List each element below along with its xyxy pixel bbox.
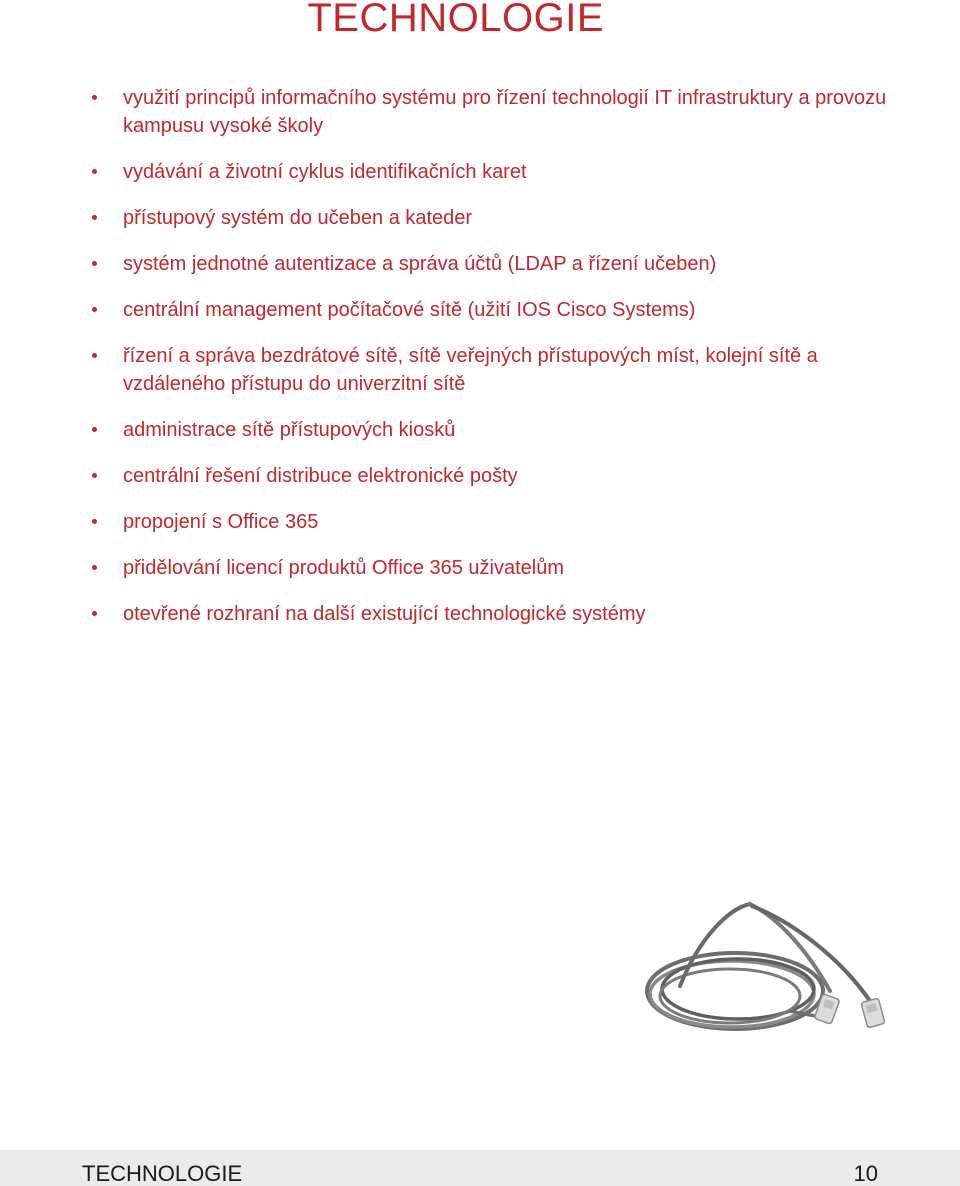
list-item [92, 462, 892, 490]
bullet-icon [92, 307, 97, 312]
bullet-icon [92, 473, 97, 478]
bullet-icon [92, 611, 97, 616]
bullet-icon [92, 215, 97, 220]
list-item-text: vydávání a životní cyklus identifikačních karet [123, 161, 527, 183]
list-item [92, 250, 892, 278]
list-item-text: centrální řešení distribuce elektronické pošty [123, 465, 518, 487]
list-item [92, 508, 892, 536]
list-item [92, 416, 892, 444]
list-item [92, 342, 892, 398]
list-item-text: přístupový systém do učeben a kateder [123, 207, 473, 229]
list-item-text: systém jednotné autentizace a správa účtů (LDAP a řízení učeben) [123, 253, 717, 275]
bullet-icon [92, 519, 97, 524]
bullet-list [92, 84, 892, 646]
footer [0, 1150, 960, 1186]
list-item-text: otevřené rozhraní na další existující technologické systémy [123, 603, 646, 625]
list-item-text: propojení s Office 365 [123, 511, 319, 533]
list-item [92, 158, 892, 186]
bullet-icon [92, 427, 97, 432]
list-item [92, 600, 892, 628]
bullet-icon [92, 353, 97, 358]
list-item [92, 204, 892, 232]
list-item-text: administrace sítě přístupových kiosků [123, 419, 456, 441]
footer-section-title: TECHNOLOGIE [82, 1161, 243, 1186]
list-item-text: centrální management počítačové sítě (užití IOS Cisco Systems) [123, 299, 696, 321]
list-item-text: řízení a správa bezdrátové sítě, sítě veřejných přístupových míst, kolejní sítě a vzdáleného přístupu do univerzitní sítě [123, 345, 818, 395]
bullet-icon [92, 565, 97, 570]
list-item [92, 554, 892, 582]
list-item [92, 84, 892, 140]
page-number: 10 [853, 1161, 878, 1186]
bullet-icon [92, 95, 97, 100]
list-item-text: přidělování licencí produktů Office 365 uživatelům [123, 557, 564, 579]
list-item-text: využití principů informačního systému pro řízení technologií IT infrastruktury a provozu kampusu vysoké školy [123, 87, 887, 137]
bullet-icon [92, 261, 97, 266]
list-item [92, 296, 892, 324]
bullet-icon [92, 169, 97, 174]
network-cable-icon [640, 896, 900, 1046]
page-title: TECHNOLOGIE [307, 0, 604, 40]
